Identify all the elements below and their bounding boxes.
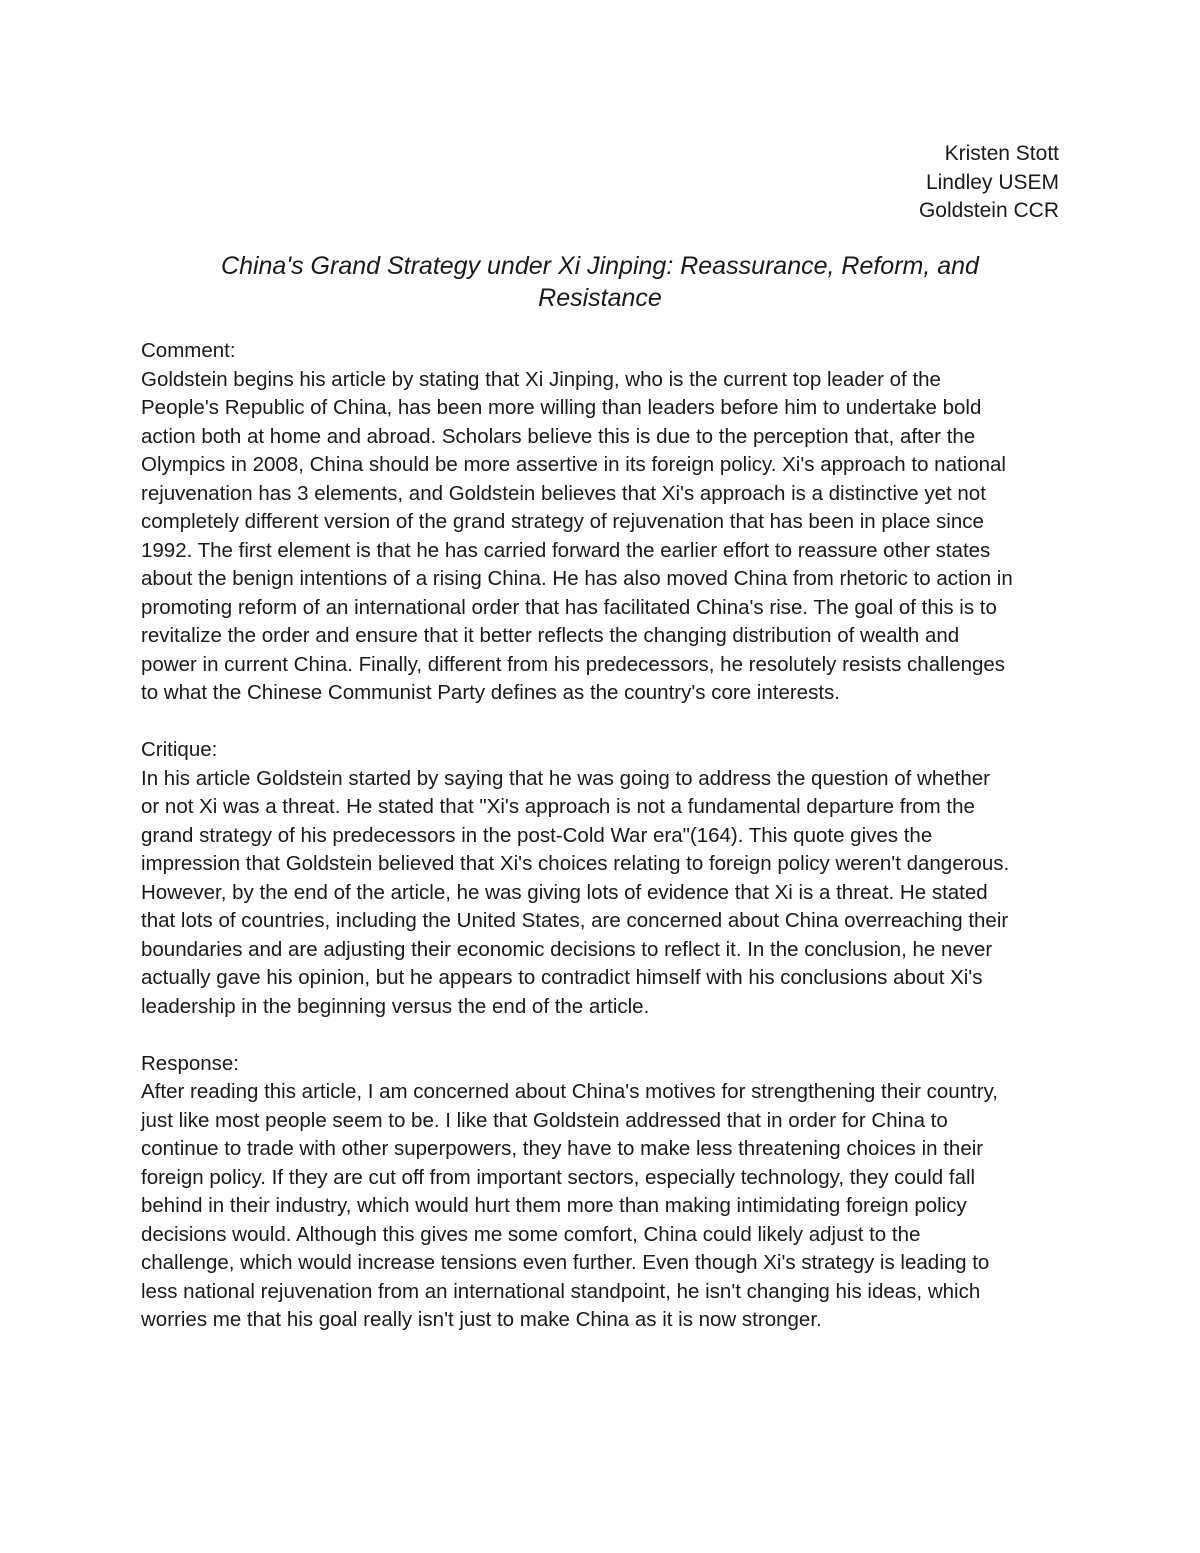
paragraph-line: challenge, which would increase tensions even further. Even though Xi's strategy is leading to	[141, 1251, 990, 1274]
paragraph-line: However, by the end of the article, he was giving lots of evidence that Xi is a threat. He stated	[141, 880, 988, 904]
paragraph-line: foreign policy. If they are cut off from important sectors, especially technology, they could fall	[141, 1165, 976, 1189]
title-line: China's Grand Strategy under Xi Jinping: Reassurance, Reform, and	[221, 252, 979, 280]
assignment-name: Goldstein CCR	[918, 199, 1059, 222]
paragraph-line: about the benign intentions of a rising China. He has also moved China from rhetoric to action in	[141, 567, 1013, 590]
paragraph-line: completely different version of the grand strategy of rejuvenation that has been in place since	[141, 510, 984, 533]
paragraph-line: Goldstein begins his article by stating that Xi Jinping, who is the current top leader of the	[141, 367, 941, 391]
section-label: Comment:	[141, 339, 236, 362]
document-body	[141, 337, 1081, 1363]
paragraph-line: or not Xi was a threat. He stated that "Xi's approach is not a fundamental departure from the	[141, 795, 975, 818]
critique-section	[141, 736, 1081, 1021]
section-label: Response:	[141, 1051, 240, 1075]
section-paragraph	[141, 765, 1081, 1022]
section-paragraph	[141, 1078, 1081, 1335]
paragraph-line: promoting reform of an international order that has facilitated China's rise. The goal of this is to	[141, 595, 997, 619]
paragraph-line: In his article Goldstein started by saying that he was going to address the question of whether	[141, 766, 990, 790]
author-name: Kristen Stott	[944, 142, 1059, 165]
paragraph-line: impression that Goldstein believed that Xi's choices relating to foreign policy weren't dangerous.	[141, 852, 1010, 875]
paragraph-line: leadership in the beginning versus the end of the article.	[141, 994, 650, 1018]
section-paragraph	[141, 366, 1081, 708]
paragraph-line: 1992. The first element is that he has carried forward the earlier effort to reassure other states	[141, 538, 991, 562]
paragraph-line: power in current China. Finally, different from his predecessors, he resolutely resists challenges	[141, 652, 1006, 676]
paragraph-line: People's Republic of China, has been more willing than leaders before him to undertake bold	[141, 396, 982, 419]
document-header	[919, 140, 1059, 226]
document-title	[141, 250, 1059, 314]
paragraph-line: rejuvenation has 3 elements, and Goldstein believes that Xi's approach is a distinctive yet not	[141, 481, 986, 505]
paragraph-line: worries me that his goal really isn't just to make China as it is now stronger.	[141, 1308, 822, 1331]
paragraph-line: Olympics in 2008, China should be more assertive in its foreign policy. Xi's approach to national	[141, 453, 1006, 476]
section-label: Critique:	[141, 738, 218, 761]
paragraph-line: action both at home and abroad. Scholars believe this is due to the perception that, after the	[141, 424, 976, 448]
paragraph-line: that lots of countries, including the United States, are concerned about China overreaching their	[141, 909, 1009, 932]
paragraph-line: revitalize the order and ensure that it better reflects the changing distribution of wealth and	[141, 624, 960, 647]
comment-section	[141, 337, 1081, 708]
paragraph-line: boundaries and are adjusting their economic decisions to reflect it. In the conclusion, he never	[141, 937, 993, 961]
paragraph-line: actually gave his opinion, but he appears to contradict himself with his conclusions about Xi's	[141, 966, 983, 989]
paragraph-line: After reading this article, I am concerned about China's motives for strengthening their country,	[141, 1080, 998, 1103]
paragraph-line: decisions would. Although this gives me some comfort, China could likely adjust to the	[141, 1222, 921, 1246]
response-section	[141, 1050, 1081, 1335]
paragraph-line: grand strategy of his predecessors in the post-Cold War era"(164). This quote gives the	[141, 823, 933, 847]
course-name: Lindley USEM	[925, 170, 1059, 194]
paragraph-line: to what the Chinese Communist Party defines as the country's core interests.	[141, 681, 840, 704]
paragraph-line: continue to trade with other superpowers, they have to make less threatening choices in their	[141, 1137, 984, 1160]
paragraph-line: less national rejuvenation from an international standpoint, he isn't changing his ideas, which	[141, 1279, 981, 1303]
paragraph-line: behind in their industry, which would hurt them more than making intimidating foreign policy	[141, 1194, 967, 1217]
title-line: Resistance	[538, 284, 662, 312]
paragraph-line: just like most people seem to be. I like that Goldstein addressed that in order for China to	[141, 1108, 948, 1132]
